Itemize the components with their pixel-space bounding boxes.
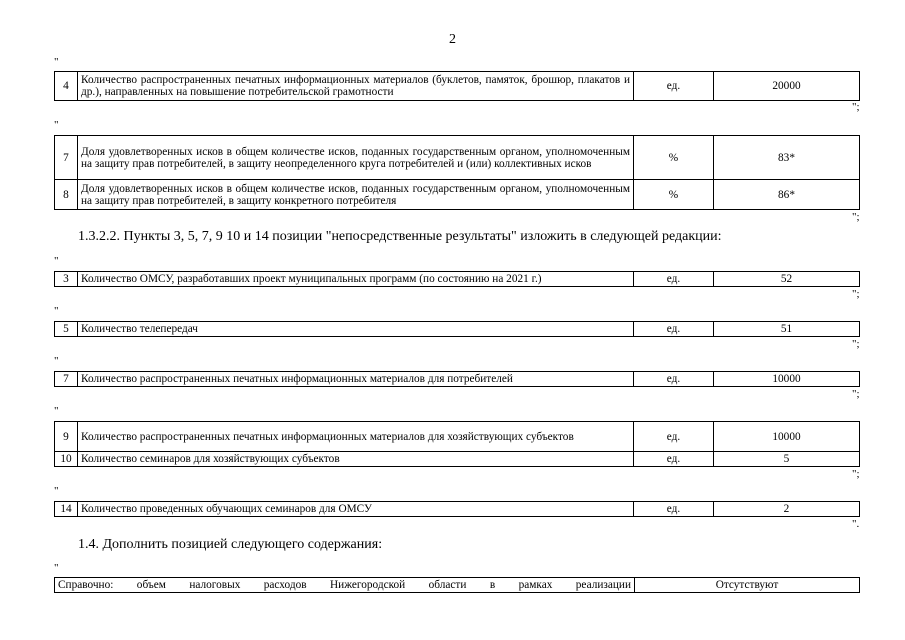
row-number: 7 — [55, 372, 78, 387]
table-item-4 — [54, 71, 860, 101]
table-row — [55, 372, 860, 387]
table-items-7-8 — [54, 135, 860, 210]
row-number: 3 — [55, 272, 78, 287]
close-quote: "; — [852, 211, 860, 223]
row-unit: ед. — [634, 452, 714, 467]
row-unit: ед. — [634, 272, 714, 287]
open-quote: " — [54, 355, 59, 367]
close-quote: "; — [852, 468, 860, 480]
row-unit: ед. — [634, 422, 714, 452]
table-item-7 — [54, 371, 860, 387]
paragraph-1-3-2-2: 1.3.2.2. Пункты 3, 5, 7, 9 10 и 14 позиции "непосредственные результаты" изложить в следующей редакции: — [78, 229, 722, 244]
row-value: Отсутствуют — [635, 578, 860, 593]
table-items-9-10 — [54, 421, 860, 467]
row-value: 83* — [714, 136, 860, 180]
row-description: Количество телепередач — [78, 322, 634, 337]
row-unit: ед. — [634, 322, 714, 337]
open-quote: " — [54, 56, 59, 68]
open-quote: " — [54, 255, 59, 267]
row-description: Справочно: объем налоговых расходов Нижегородской области в рамках реализации — [55, 578, 635, 593]
row-value: 51 — [714, 322, 860, 337]
row-unit: ед. — [634, 502, 714, 517]
close-quote: ". — [852, 518, 860, 530]
row-number: 7 — [55, 136, 78, 180]
table-row — [55, 180, 860, 210]
table-item-14 — [54, 501, 860, 517]
row-number: 5 — [55, 322, 78, 337]
open-quote: " — [54, 485, 59, 497]
close-quote: "; — [852, 388, 860, 400]
row-value: 5 — [714, 452, 860, 467]
table-row — [55, 136, 860, 180]
row-description: Количество семинаров для хозяйствующих субъектов — [78, 452, 634, 467]
close-quote: "; — [852, 338, 860, 350]
page-number: 2 — [449, 32, 456, 47]
row-number: 10 — [55, 452, 78, 467]
row-value: 2 — [714, 502, 860, 517]
row-number: 8 — [55, 180, 78, 210]
row-value: 10000 — [714, 372, 860, 387]
row-unit: ед. — [634, 372, 714, 387]
row-description: Количество ОМСУ, разработавших проект муниципальных программ (по состоянию на 2021 г.) — [78, 272, 634, 287]
row-value: 52 — [714, 272, 860, 287]
row-number: 9 — [55, 422, 78, 452]
table-item-3 — [54, 271, 860, 287]
row-description: Доля удовлетворенных исков в общем количестве исков, поданных государственным органом, уполномоченным на защиту прав потребителей, в защиту неопределенного круга потребителей и (или) коллективных исков — [78, 136, 634, 180]
row-unit: % — [634, 136, 714, 180]
row-description: Количество распространенных печатных информационных материалов для хозяйствующих субъектов — [78, 422, 634, 452]
open-quote: " — [54, 119, 59, 131]
row-value: 10000 — [714, 422, 860, 452]
table-row — [55, 322, 860, 337]
table-row — [55, 422, 860, 452]
close-quote: "; — [852, 288, 860, 300]
open-quote: " — [54, 405, 59, 417]
table-item-5 — [54, 321, 860, 337]
row-description: Количество проведенных обучающих семинаров для ОМСУ — [78, 502, 634, 517]
row-description: Количество распространенных печатных информационных материалов (буклетов, памяток, брошюр, плакатов и др.), направленных на повышение потребительской грамотности — [78, 72, 634, 101]
paragraph-1-4: 1.4. Дополнить позицией следующего содержания: — [78, 537, 383, 552]
row-number: 14 — [55, 502, 78, 517]
table-row — [55, 502, 860, 517]
table-row — [55, 452, 860, 467]
close-quote: "; — [852, 101, 860, 113]
row-description: Доля удовлетворенных исков в общем количестве исков, поданных государственным органом, уполномоченным на защиту прав потребителей, в защиту конкретного потребителя — [78, 180, 634, 210]
open-quote: " — [54, 305, 59, 317]
row-unit: ед. — [634, 72, 714, 101]
table-row — [55, 578, 860, 593]
table-tax-expenditure — [54, 577, 860, 593]
row-value: 86* — [714, 180, 860, 210]
row-value: 20000 — [714, 72, 860, 101]
row-unit: % — [634, 180, 714, 210]
table-row — [55, 72, 860, 101]
row-description: Количество распространенных печатных информационных материалов для потребителей — [78, 372, 634, 387]
open-quote: " — [54, 562, 59, 574]
table-row — [55, 272, 860, 287]
row-number: 4 — [55, 72, 78, 101]
